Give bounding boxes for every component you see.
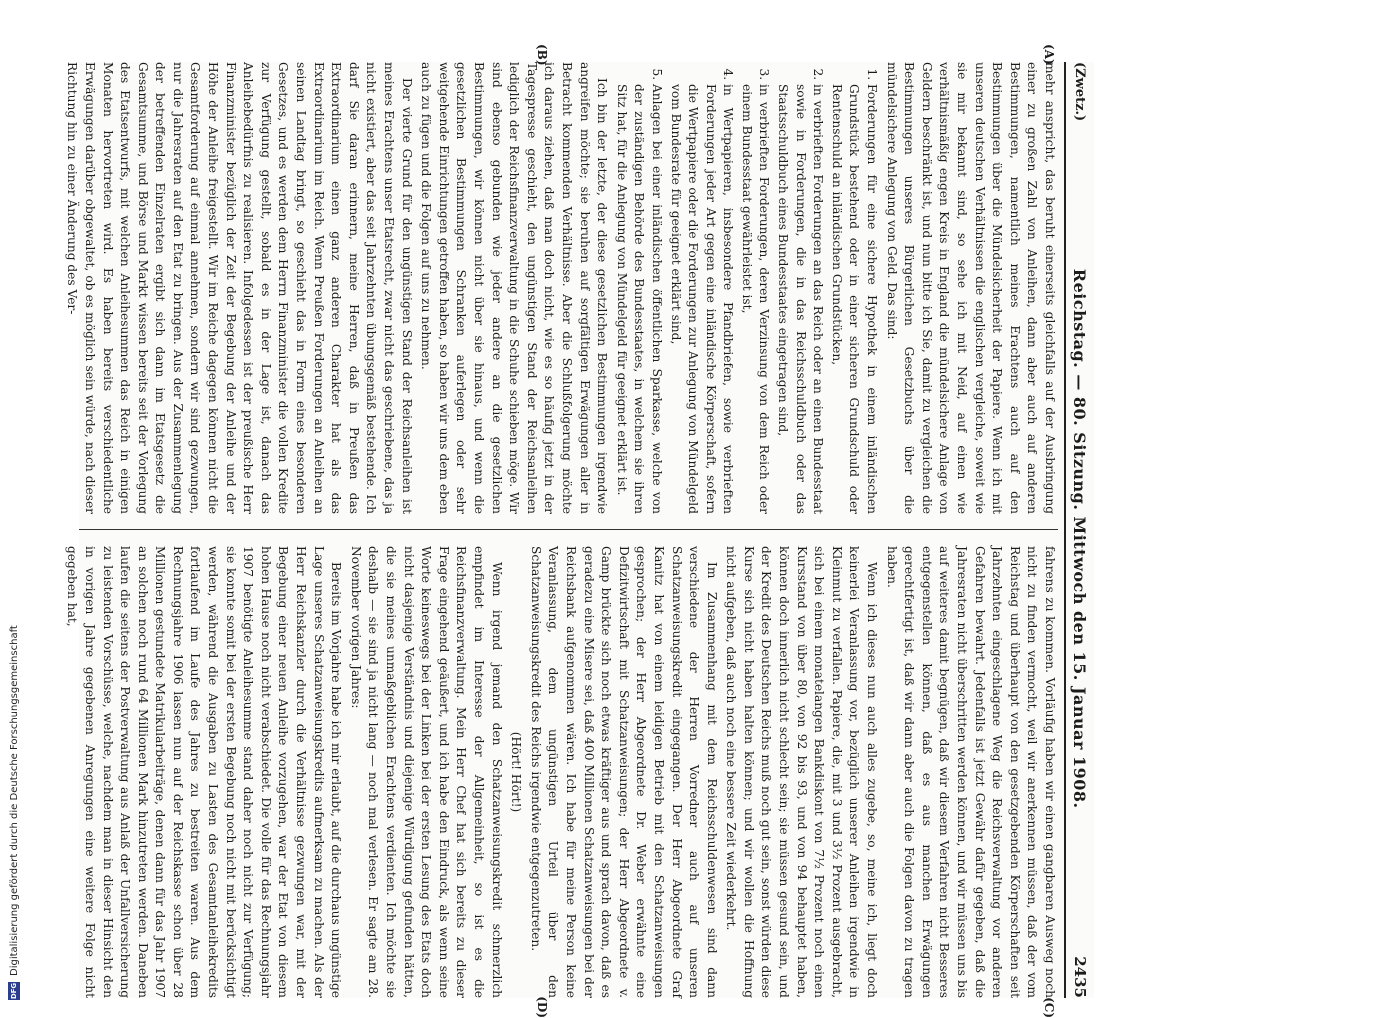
digitization-credit [6,620,22,1000]
left-paragraph-2: Der vierte Grund für den ungünstigen Stand der Reichsanleihen ist meines Erachtens unser Etatsrecht, zwar nicht das geschriebene, das ja nicht existiert, aber das seit Jahrzehnten übungsgemäß bestehende. Ich darf Sie daran erinnern, meine Herren, daß in Preußen das Extraordinarium einen ganz anderen Charakter hat als das Extraordinarium im Reich. Wenn Preußen Forderungen an Anleihen an seinen Landtag bringt, so geschieht das in Form eines besonderen Gesetzes, und es werden dem Herrn Finanzminister die vollen Kredite zur Verfügung gestellt, sobald es in der Lage ist, danach das Anleihebedürfnis zu realisieren. Infolgedessen ist der preußische Herr Finanzminister bezüglich der Zeit der Begebung der Anleihe und der Höhe der Anleihe freigestellt. Wir im Reiche dagegen können nicht die Gesamtforderung auf einmal annehmen, sondern wir sind gezwungen, nur die Jahresraten auf den Etat zu bringen. Aus der Zusammenlegung der betreffenden Einzelraten ergibt sich dann im Etatsgesetz die Gesamtsumme, und Börse und Markt wissen bereits seit der Vorlegung des Etatsentwurfs, mit welchen Anleihesummen das Reich in einigen Monaten hervortreten wird. Es haben bereits verschiedentliche Erwägungen darüber obgewaltet, ob es möglich sein würde, nach dieser Richtung hin zu einer Änderung des Ver- [65,62,414,514]
page-number: 2435 [1071,956,1089,998]
left-column [65,62,1058,514]
list-item: 3. in verbrieften Forderungen, deren Verzinsung von dem Reich oder einem Bundesstaat gewährleistet ist, [737,84,772,514]
margin-mark-c: (C) [1042,997,1056,1018]
credit-text: Digitalisierung gefördert durch die Deutsche Forschungsgemeinschaft [8,625,20,976]
document-page [65,44,1094,1018]
header-title: Reichstag. — 80. Sitzung. Mittwoch den 15. Januar 1908. [1070,268,1090,809]
interjection: (Hört! Hört!) [509,731,524,813]
header-rule [1064,62,1066,998]
list-item: 4. in Wertpapieren, insbesondere Pfandbriefen, sowie verbrieften Forderungen jeder Art gegen eine inländische Körperschaft, sofern die Wertpapiere oder die Forderungen zur Anlegung von Mündelgeld vom Bundesrate für geeignet erklärt sind, [666,84,736,514]
margin-mark-a: (A) [1042,44,1056,65]
margin-mark-b: (B) [535,44,549,66]
list-item: 1. Forderungen für eine sichere Hypothek in einem inländischen Grundstück bestehend oder in einer sicheren Grundschuld oder Rentenschuld an inländischen Grundstücken, [827,84,880,514]
column-divider [79,529,1058,530]
right-paragraph-3: Im Zusammenhang mit dem Reichsschuldenwesen sind dann verschiedene der Herren Vorredner auch auf unseren Schatzanweisungskredit eingegangen. Der Herr Abgeordnete Graf Kanitz hat von einem leidigen Betrieb mit den Schatzanweisungen gesprochen; der Herr Abgeordnete Dr. Weber erwähnte eine Defizitwirtschaft mit Schatzanweisungen; der Herr Abgeordnete v. Gamp brückte sich noch etwas kräftiger aus und sprach davon, daß es geradezu eine Misere sei, daß 400 Millionen Schatzanweisungen bei der Reichsbank aufgenommen wären. Ich habe für meine Person keine Veranlassung, dem ungünstigen Urteil über den Schatzanweisungskredit des Reichs irgendwie entgegenzutreten. [528,546,719,998]
left-intro-paragraph: mehr anspricht, das beruht einerseits gleichfalls auf der Ausbringung einer zu großen Zahl von Anleihen, dann aber auch auf anderen Bestimmungen, namentlich meines Erachtens auch auf den Bestimmungen über die Mündelsicherheit der Papiere. Wenn ich mit unseren deutschen Verhältnissen die englischen vergleiche, soweit wie sie mir bekannt sind, so sehe ich mit Neid, auf einen wie verhältnismäßig engen Kreis in England die mündelsichere Anlage von Geldern beschränkt ist, und nun bitte ich Sie, damit zu vergleichen die Bestimmungen unseres Bürgerlichen Gesetzbuchs über die mündelsichere Anlegung von Geld. Das sind: [884,62,1057,514]
dfg-logo: DFG [10,982,18,1000]
page-header [1066,62,1094,998]
left-paragraph-1: Ich bin der letzte, der diese gesetzlichen Bestimmungen irgendwie angreifen möchte; sie beruhen auf sorgfältigen Erwägungen aller in Betracht kommenden Verhältnisse. Aber die Schlußfolgerung möchte ich daraus ziehen, daß man doch nicht, wie es so häufig jetzt in der Tagespresse geschieht, den ungünstigen Stand der Reichsanleihen lediglich der Reichsfinanzverwaltung in die Schuhe schieben möge. Wir sind ebenso gebunden wie jeder andere an die gesetzlichen Bestimmungen, wir können nicht über sie hinaus, und wenn die gesetzlichen Bestimmungen Schranken auferlegen oder sehr weitgehende Einrichtungen getroffen haben, so haben wir uns dem eben auch zu fügen und die Folgen auf uns zu nehmen. [419,62,610,514]
margin-mark-d: (D) [535,996,549,1018]
list-item: 2. in verbrieften Forderungen an das Reich oder an einen Bundesstaat sowie in Forderungen, die in das Reichsschuldbuch oder das Staatsschuldbuch eines Bundesstaates eingetragen sind, [774,84,827,514]
right-paragraph-5: Bereits im Vorjahre habe ich mir erlaubt, auf die durchaus ungünstige Lage unseres Schatzanweisungskredits aufmerksam zu machen. Als der Herr Reichskanzler durch die Verhältnisse gezwungen war, mit der Begebung einer neuen Anleihe vorzugehen, war der Etat von diesem hohen Hause noch nicht verabschiedet. Die volle für das Rechnungsjahr 1907 benötigte Anleihesumme stand daher noch nicht zur Verfügung; sie konnte somit bei der ersten Begebung noch nicht mit berücksichtigt werden, während die Ausgaben zu Lasten des Gesamtanleihekredits fortlaufend im Laufe des Jahres zu bestreiten waren. Aus dem Rechnungsjahre 1906 lassen nun auf der Reichskasse schon über 28 Millionen gestundete Matrikularbeiträge, denen dann für das Jahr 1907 an solchen noch rund 64 Millionen Mark hinzutreten werden. Daneben laufen die seitens der Postverwaltung aus Anlaß der Unfallversicherung zu leistenden Vorschüsse, welche, nachdem man in dieser Hinsicht den in vorigen Jahre gegebenen Anregungen eine weitere Folge nicht gegeben hat, [65,546,344,998]
mundelsicher-list [612,62,880,514]
right-column [65,546,1058,998]
right-paragraph-4: Wenn irgend jemand den Schatzanweisungskredit schmerzlich empfindet im Interesse der Allgemeinheit, so ist es die Reichsfinanzverwaltung. Mein Herr Chef hat sich bereits zu dieser Frage eingehend geäußert, und ich habe den Eindruck, als wenn seine Worte keineswegs bei der Linken bei der ersten Lesung des Etats doch nicht dasjenige Verständnis und diejenige Würdigung gefunden hätten, die sie meines unmaßgeblichen Erachtens verdienten. Ich möchte sie deshalb — sie sind ja nicht lang — noch mal verlesen. Er sagte am 28. November vorigen Jahres: [348,546,504,998]
right-paragraph-2: Wenn ich dieses nun auch alles zugebe, so, meine ich, liegt doch keinerlei Veranlassung vor, bezüglich unserer Anleihen irgendwie in Kleinmut zu verfallen. Papiere, die, mit 3 und 3½ Prozent ausgebracht, sich bei einem monatelangen Bankdiskont von 7½ Prozent noch einen Kursstand von über 80, von 92 bis 93, und von 94 behauptet haben, können doch innerlich nicht schlecht sein; sie müssen gesund sein, und der Kredit des Deutschen Reichs muß noch gut sein, sonst würden diese Kurse sich nicht haben halten können; und wir wollen die Hoffnung nicht aufgeben, daß auch noch eine bessere Zeit wiederkehrt. [724,546,880,998]
header-left-label: (Zwetz.) [1072,62,1088,122]
list-item: 5. Anlagen bei einer inländischen öffentlichen Sparkasse, welche von der zuständigen Behörde des Bundesstaates, in welchem sie ihren Sitz hat, für die Anlegung von Mündelgeld für geeignet erklärt ist. [612,84,665,514]
right-paragraph-1: fahrens zu kommen. Vorläufig haben wir einen gangbaren Ausweg noch nicht zu finden vermocht, weil wir anerkennen müssen, daß der vom Reichstag und überhaupt von den gesetzgebenden Körperschaften seit Jahrzehnten eingeschlagene Weg die Reichsverwaltung vor anderen Gefahren bewahrt. Jedenfalls ist jetzt Gewähr dafür gegeben, daß die Jahresraten nicht überschritten werden können, und wir müssen uns bis auf weiteres damit begnügen, daß wir diesem Verfahren nicht Besseres entgegenstellen können, daß es aus manchen Erwägungen gerechtfertigt ist, daß wir dann aber auch die Folgen davon zu tragen haben. [884,546,1057,998]
